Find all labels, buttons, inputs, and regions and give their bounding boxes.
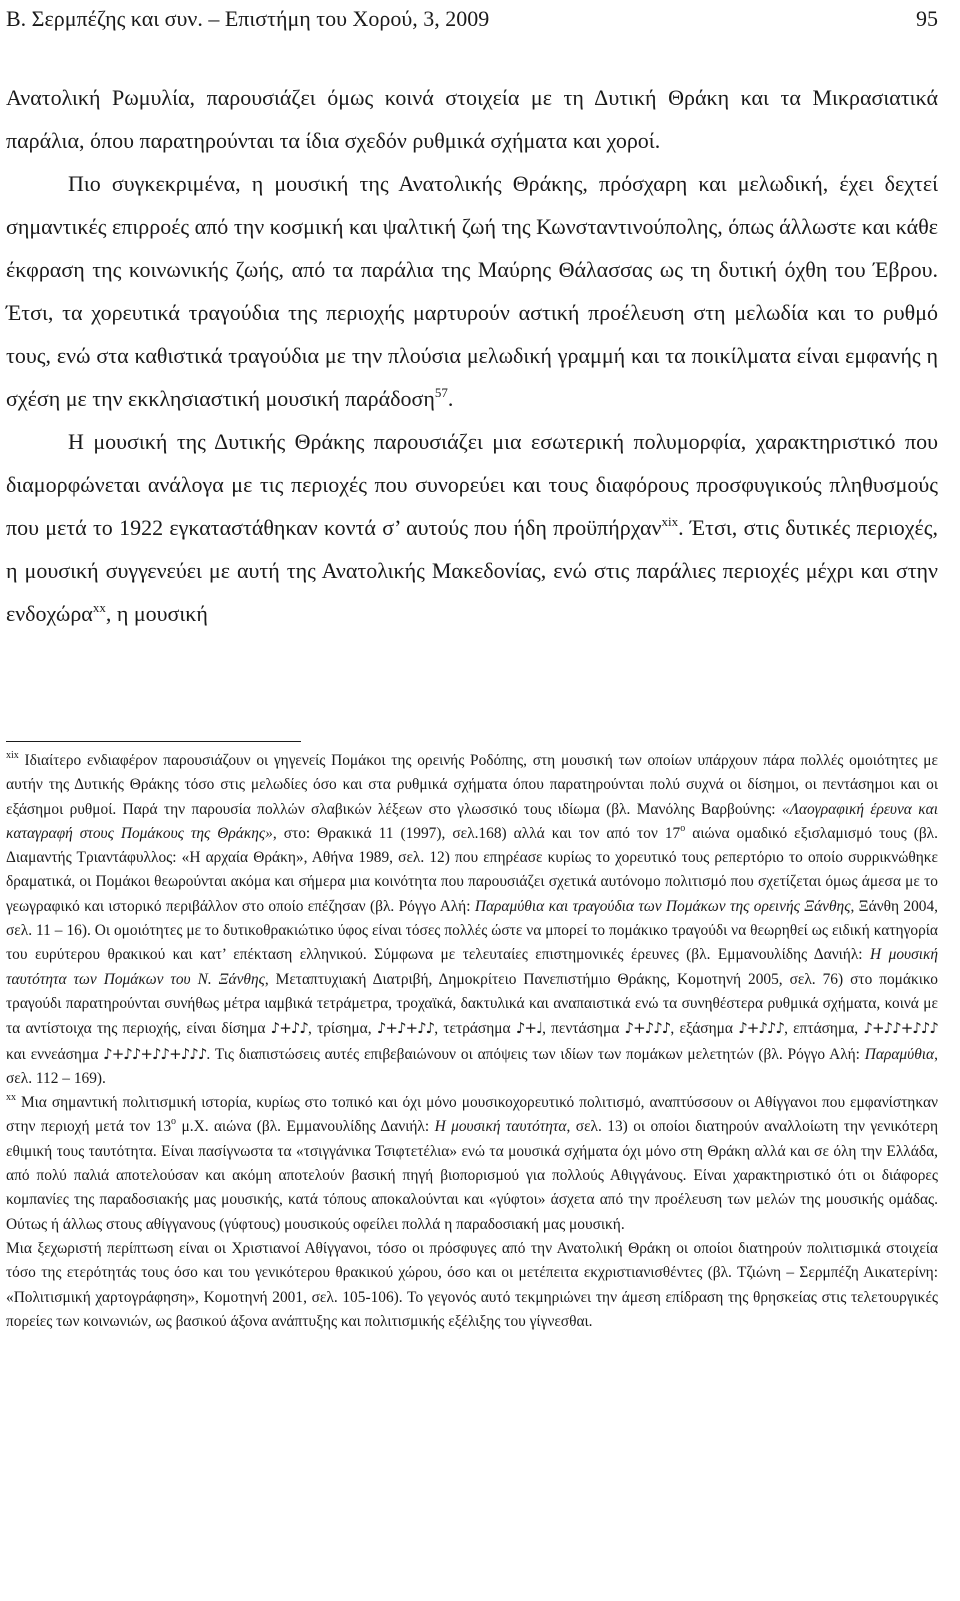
footnote-xix-text: , σελ. 112 – 169). (6, 1045, 938, 1087)
citation-title: Η μουσική ταυτότητα (434, 1118, 567, 1136)
paragraph-2 (6, 162, 938, 420)
paragraph-3-part-c: , η μουσική (105, 601, 208, 626)
footnote-ref-xx: xx (92, 600, 106, 615)
main-body (6, 76, 938, 635)
paragraph-2-end: . (447, 386, 454, 411)
footnote-separator (6, 741, 301, 742)
footnote-xix-text: , Μεταπτυχιακή Διατριβή, Δημοκρίτειο Πανεπιστήμιο Θράκης, Κομοτηνή 2005, σελ. 76) στο πομάκικο τραγούδι παρατηρούνται συνήθως μέτρα ιαμβικά τετράμετρα, τροχαϊκά, δακτυλικά και αναπαιστικά ενώ τα συνηθέστερα ρυθμικά σχήματα, κοινά με τα αντίστοιχα της περιοχής, είναι δίσημα (6, 970, 939, 1038)
rhythm-notation: ♪+♪♪ (270, 1019, 308, 1038)
citation-title: Παραμύθια και τραγούδια των Πομάκων της ορεινής Ξάνθης (474, 897, 851, 915)
footnote-xix-text: , εξάσημα (670, 1020, 739, 1038)
rhythm-notation: ♪+♪♪+♪♪+♪♪♪ (103, 1044, 207, 1063)
footnote-xix-text: , τετράσημα (434, 1020, 516, 1038)
footnote-ref-57: 57 (434, 385, 448, 400)
footnote-xix-text: . Τις διαπιστώσεις αυτές επιβεβαιώνουν οι απόψεις των ιδίων των πομάκων μελετητών (βλ. Ρόγγο Αλή: (206, 1045, 865, 1063)
paragraph-3-part-a: Η μουσική της Δυτικής Θράκης παρουσιάζει μια εσωτερική πολυμορφία, χαρακτηριστικό που διαμορφώνεται ανάλογα με τις περιοχές που συνορεύει και τους διαφόρους προσφυγικούς πληθυσμούς που μετά το 1922 εγκαταστάθηκαν κοντά σ’ αυτούς που ήδη προϋπήρχαν (6, 429, 938, 540)
paragraph-1: Ανατολική Ρωμυλία, παρουσιάζει όμως κοινά στοιχεία με τη Δυτική Θράκη και τα Μικρασιατικά παράλια, όπου παρατηρούνται τα ίδια σχεδόν ρυθμικά σχήματα και χοροί. (6, 85, 938, 153)
footnote-ref-xix: xix (661, 514, 679, 529)
footnote-xx-text: μ.Χ. αιώνα (βλ. Εμμανουλίδης Δανιήλ: (176, 1118, 435, 1136)
footnote-xx (6, 1091, 938, 1237)
footnote-xix-text: και εννεάσημα (6, 1045, 104, 1063)
footnote-xix-text: , τρίσημα, (307, 1020, 377, 1038)
rhythm-notation: ♪+♪+♪♪ (376, 1019, 435, 1038)
footnote-xx-continued: Μια ξεχωριστή περίπτωση είναι οι Χριστιανοί Αθίγγανοι, τόσο οι πρόσφυγες από την Ανατολική Θράκη οι οποίοι διατηρούν πολιτισμικά στοιχεία τόσο της ετερότητάς τους όσο και του γενικότερου θρακικού χώρου, όσο και οι μετέπειτα εκχριστιανισθέντες (βλ. Τζιώνη – Σερμπέζη Αικατερίνη: «Πολιτισμική χαρτογράφηση», Κομοτηνή 2001, σελ. 105-106). Το γεγονός αυτό τεκμηριώνει την άμεση επίδραση της θρησκείας στις τελετουργικές πορείες των κοινωνιών, ως βασικού άξονα ανάπτυξης και πολιτισμικής εξέλιξης του γίγνεσθαι. (6, 1239, 938, 1330)
footnote-xix-text: αιώνα ομαδικό εξισλαμισμό τους (βλ. Διαμαντής Τριαντάφυλλος: «Η αρχαία Θράκη», Αθήνα 1989, σελ. 12) που επηρέασε κυρίως το χορευτικό τους ρεπερτόριο το οποίο συρρικνώθηκε δραματικά, οι Πομάκοι θεωρούνται ακόμα και σήμερα μια κοινότητα που παρουσιάζει σχετικά αυτόνομο πολιτισμό που σχετίζεται όμως άμεσα με το γεωγραφικό και ιστορικό περιβάλλον στο οποίο επέζησαν (βλ. Ρόγγο Αλή: (6, 824, 938, 915)
footnote-xix-text: , επτάσημα, (784, 1020, 864, 1038)
footnote-xix-text: , Ξάνθη 2004, σελ. 11 – 16). Οι ομοιότητες με το δυτικοθρακιώτικο ύφος είναι τόσες πολλές ώστε να μπορεί το πομάκικο τραγούδι να θεωρηθεί ως ειδική κατηγορία του ευρύτερου θρακικού και κατ’ επέκταση ελληνικού. Σύμφωνα με τελευταίες επιστημονικές έρευνες (βλ. Εμμανουλίδης Δανιήλ: (6, 897, 939, 964)
paragraph-3 (6, 420, 938, 635)
footnote-xx-text: Μια σημαντική πολιτισμική ιστορία, κυρίως στο τοπικό και όχι μόνο μουσικοχορευτικό πολιτισμό, αναπτύσσουν οι Αθίγγανοι που εμφανίστηκαν στην περιοχή μετά τον 13 (6, 1094, 938, 1136)
footnote-xix (6, 749, 938, 1091)
paragraph-3-part-b: . Έτσι, στις δυτικές περιοχές, η μουσική συγγενεύει με αυτή της Ανατολικής Μακεδονίας, ενώ στις παράλιες περιοχές μέχρι και στην ενδοχώρα (6, 515, 938, 626)
footnote-xix-text: Ιδιαίτερο ενδιαφέρον παρουσιάζουν οι γηγενείς Πομάκοι της ορεινής Ροδόπης, στη μουσική των οποίων υπάρχουν πάρα πολλές ομοιότητες με αυτήν της Δυτικής Θράκης τόσο στις μελωδίες όσο και στα ρυθμικά σχήματα όπου παρατηρούνται πολύ συχνά οι δίσημοι, οι πεντάσημοι και οι εξάσημοι ρυθμοί. Παρά την παρουσία πολλών σλαβικών λέξεων στο γλωσσικό τους ιδίωμα (βλ. Μανόλης Βαρβούνης: (6, 752, 938, 818)
footnote-marker-xix: xix (6, 750, 19, 761)
paragraph-2-text: Πιο συγκεκριμένα, η μουσική της Ανατολικής Θράκης, πρόσχαρη και μελωδική, έχει δεχτεί σημαντικές επιρροές από την κοσμική και ψαλτική ζωή της Κωνσταντινούπολης, όπως άλλωστε και κάθε έκφραση της κοινωνικής ζωής, από τα παράλια της Μαύρης Θάλασσας ως τη δυτική όχθη του Έβρου. Έτσι, τα χορευτικά τραγούδια της περιοχής μαρτυρούν αστική προέλευση στη μελωδία και το ρυθμό τους, ενώ στα καθιστικά τραγούδια με την πλούσια μελωδική γραμμή και τα ποικίλματα είναι εμφανής η σχέση με την εκκλησιαστική μουσική παράδοση (6, 171, 938, 411)
footnote-xx-text: , σελ. 13) οι οποίοι διατηρούν αναλλοίωτη την γενικότερη εθιμική τους ταυτότητα. Είναι πασίγνωστα τα «τσιγγάνικα Τσιφτετέλια» ενώ τα μουσικά σχήματα όχι μόνο στη Θράκη αλλά και σε όλη την Ελλάδα, από πολύ παλιά αποτελούσαν και ακόμη αποτελούν βασική πηγή βιοπορισμού για πολλούς Αθιγγάνους. Είναι χαρακτηριστικό ότι οι διάφορες κομπανίες της παραδοσιακής μας μουσικής, κατά τόπους αποκαλούνται και «γύφτοι» άσχετα από την προέλευση των μελών της μουσικής ομάδας. Ούτως ή άλλως στους αθίγγανους (γύφτους) μουσικούς οφείλει πολλά η παραδοσιακή μας μουσική. (6, 1118, 938, 1233)
citation-title: Η μουσική ταυτότητα των Πομάκων του Ν. Ξάνθης (6, 946, 938, 988)
rhythm-notation: ♪+♩ (515, 1019, 543, 1038)
running-header (6, 6, 938, 32)
footnote-xix-text: , στο: Θρακικά 11 (1997), σελ.168) αλλά και τον από τον 17 (272, 824, 681, 842)
footnotes (6, 749, 938, 1334)
rhythm-notation: ♪+♪♪+♪♪♪ (863, 1019, 938, 1038)
footnote-xix-text: , πεντάσημα (542, 1020, 625, 1038)
page-number: 95 (916, 6, 938, 31)
footnote-marker-xx: xx (6, 1092, 16, 1104)
ordinal-superscript: ο (680, 822, 686, 834)
rhythm-notation: ♪+♪♪♪ (624, 1019, 671, 1038)
citation-title: Παραμύθια (864, 1045, 935, 1063)
rhythm-notation: ♪+♪♪♪ (738, 1019, 785, 1038)
ordinal-superscript: ο (171, 1116, 177, 1128)
citation-title: «Λαογραφική έρευνα και καταγραφή στους Πομάκους της Θράκης» (6, 800, 938, 842)
header-citation: Β. Σερμπέζης και συν. – Επιστήμη του Χορού, 3, 2009 (6, 6, 490, 31)
